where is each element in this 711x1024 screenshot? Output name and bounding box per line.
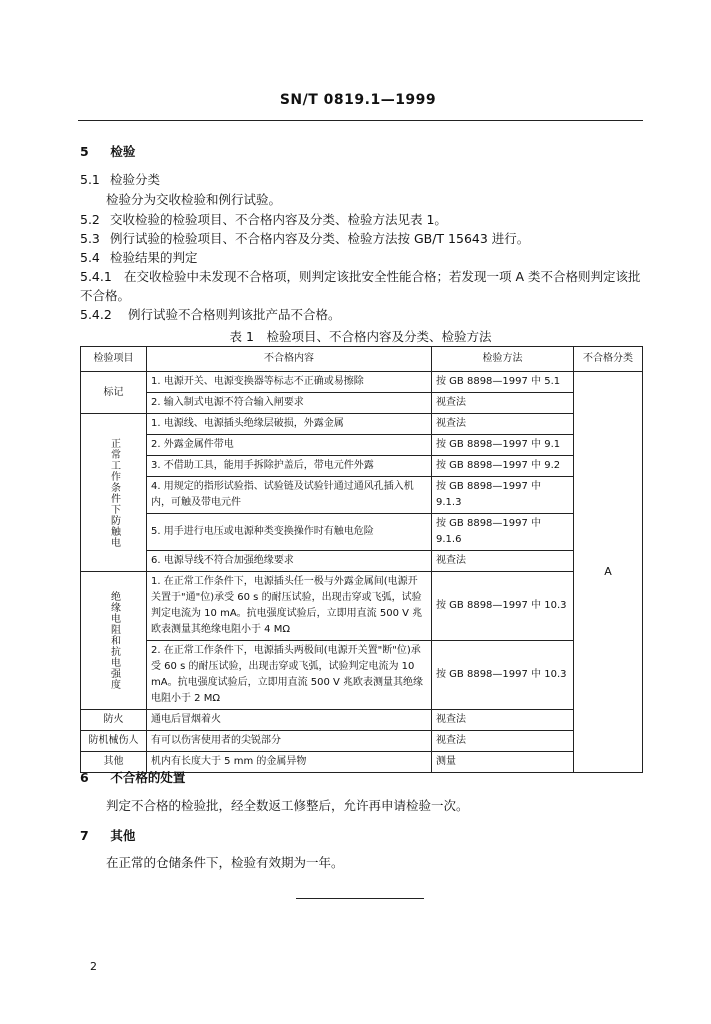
row-content: 4. 用规定的指形试验指、试验链及试验针通过通风孔插入机内，可触及带电元件 <box>147 477 432 514</box>
table-header-row <box>81 347 643 372</box>
section-7-heading <box>80 828 135 844</box>
row-content: 6. 电源导线不符合加强绝缘要求 <box>147 551 432 572</box>
row-method: 视查法 <box>432 710 574 731</box>
row-content: 机内有长度大于 5 mm 的金属异物 <box>147 752 432 773</box>
row-content: 2. 在正常工作条件下，电源插头两极间(电源开关置"断"位)承受 60 s 的耐压试验，出现击穿或飞弧，试验判定电流为 10 mA。抗电强度试验后，立即用直流 500 V 兆欧表测量其绝缘电阻小于 2 MΩ <box>147 641 432 710</box>
row-content: 2. 输入制式电源不符合输入闸要求 <box>147 393 432 414</box>
table-row <box>81 393 643 414</box>
row-method: 按 GB 8898—1997 中 5.1 <box>432 372 574 393</box>
section-text: 例行试验不合格则判该批产品不合格。 <box>127 307 341 322</box>
row-content: 有可以伤害使用者的尖锐部分 <box>147 731 432 752</box>
section-5-4-heading <box>80 250 198 266</box>
table-row <box>81 435 643 456</box>
table-row <box>81 551 643 572</box>
table-row <box>81 372 643 393</box>
row-method: 按 GB 8898—1997 中 9.1.6 <box>432 514 574 551</box>
header-content: 不合格内容 <box>147 347 432 372</box>
section-number: 5.4 <box>80 250 100 265</box>
section-7-body: 在正常的仓储条件下，检验有效期为一年。 <box>106 855 344 870</box>
header-grade: 不合格分类 <box>574 347 643 372</box>
inspection-table <box>80 346 643 773</box>
item-label: 绝缘电阻和抗电强度 <box>108 591 120 690</box>
table-row <box>81 456 643 477</box>
row-method: 视查法 <box>432 731 574 752</box>
row-method: 按 GB 8898—1997 中 9.1.3 <box>432 477 574 514</box>
section-6-heading <box>80 770 185 786</box>
section-title: 其他 <box>110 828 136 843</box>
row-method: 按 GB 8898—1997 中 9.1 <box>432 435 574 456</box>
standard-code-header: SN/T 0819.1—1999 <box>279 92 437 108</box>
section-title: 不合格的处置 <box>110 770 186 785</box>
section-number: 7 <box>80 828 89 843</box>
row-content: 1. 电源线、电源插头绝缘层破损，外露金属 <box>147 414 432 435</box>
header-rule <box>78 120 643 121</box>
table-row <box>81 710 643 731</box>
item-other: 其他 <box>81 752 147 773</box>
row-content: 3. 不借助工具，能用手拆除护盖后，带电元件外露 <box>147 456 432 477</box>
section-5-heading <box>80 144 135 160</box>
row-method: 视查法 <box>432 414 574 435</box>
section-5-2 <box>80 212 447 228</box>
section-title: 检验 <box>110 144 136 159</box>
section-number: 5 <box>80 144 89 159</box>
item-fire: 防火 <box>81 710 147 731</box>
item-marking: 标记 <box>81 372 147 414</box>
section-title: 检验分类 <box>109 172 160 187</box>
row-content: 1. 电源开关、电源变换器等标志不正确或易擦除 <box>147 372 432 393</box>
section-text: 例行试验的检验项目、不合格内容及分类、检验方法按 GB/T 15643 进行。 <box>109 231 530 246</box>
row-method: 按 GB 8898—1997 中 9.2 <box>432 456 574 477</box>
item-shock-protection <box>81 414 147 572</box>
row-method: 按 GB 8898—1997 中 10.3 <box>432 572 574 641</box>
row-content: 2. 外露金属件带电 <box>147 435 432 456</box>
section-5-1-body: 检验分为交收检验和例行试验。 <box>106 192 282 207</box>
row-content: 5. 用手进行电压或电源种类变换操作时有触电危险 <box>147 514 432 551</box>
end-rule <box>296 898 424 899</box>
section-text: 交收检验的检验项目、不合格内容及分类、检验方法见表 1。 <box>109 212 447 227</box>
row-method: 按 GB 8898—1997 中 10.3 <box>432 641 574 710</box>
grade-cell: A <box>574 372 643 773</box>
section-5-4-1-line1 <box>80 269 640 285</box>
item-insulation <box>81 572 147 710</box>
section-number: 5.3 <box>80 231 100 246</box>
table-row <box>81 572 643 641</box>
item-mechanical: 防机械伤人 <box>81 731 147 752</box>
row-method: 视查法 <box>432 393 574 414</box>
table-row <box>81 414 643 435</box>
section-number: 5.4.2 <box>80 307 112 322</box>
section-5-1-heading <box>80 172 160 188</box>
table-row <box>81 514 643 551</box>
section-5-4-1-line2: 不合格。 <box>80 288 131 303</box>
table-row <box>81 477 643 514</box>
header-method: 检验方法 <box>432 347 574 372</box>
page-number: 2 <box>90 960 97 973</box>
table-caption: 表 1 检验项目、不合格内容及分类、检验方法 <box>229 329 492 344</box>
section-5-4-2 <box>80 307 341 323</box>
row-method: 视查法 <box>432 551 574 572</box>
section-5-3 <box>80 231 529 247</box>
table-row <box>81 731 643 752</box>
item-label: 正常工作条件下防触电 <box>108 437 120 548</box>
row-content: 通电后冒烟着火 <box>147 710 432 731</box>
section-6-body: 判定不合格的检验批，经全数返工修整后，允许再申请检验一次。 <box>106 798 469 813</box>
row-content: 1. 在正常工作条件下，电源插头任一极与外露金属间(电源开关置于"通"位)承受 60 s 的耐压试验，出现击穿或飞弧，试验判定电流为 10 mA。抗电强度试验后，立即用直流 500 V 兆欧表测量其绝缘电阻小于 4 MΩ <box>147 572 432 641</box>
section-number: 5.1 <box>80 172 100 187</box>
section-number: 5.4.1 <box>80 269 112 284</box>
section-text: 在交收检验中未发现不合格项，则判定该批安全性能合格；若发现一项 A 类不合格则判定该批 <box>123 269 641 284</box>
header-item: 检验项目 <box>81 347 147 372</box>
section-number: 5.2 <box>80 212 100 227</box>
section-title: 检验结果的判定 <box>109 250 198 265</box>
section-number: 6 <box>80 770 89 785</box>
table-row <box>81 641 643 710</box>
row-method: 测量 <box>432 752 574 773</box>
